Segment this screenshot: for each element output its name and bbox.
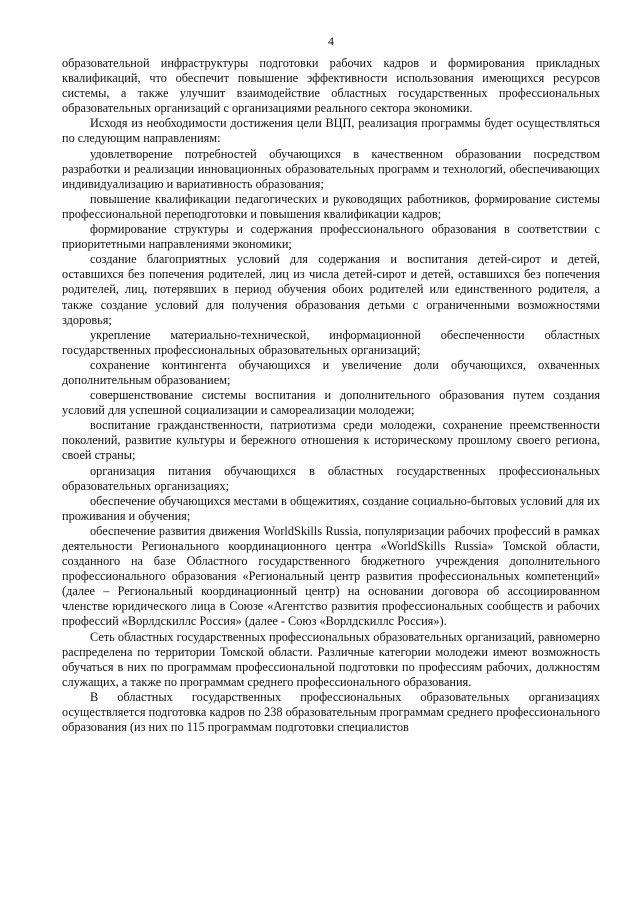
list-item-paragraph: обеспечение развития движения WorldSkills Russia, популяризации рабочих профессий в рамках деятельности Регионального координационного центра «WorldSkills Russia» Томской области, созданного на базе Областного государственного бюджетного учреждения дополнительного профессионального образования «Региональный центр развития профессиональных компетенций» (далее – Региональный координационный центр) на основании договора об ассоциированном членстве юридического лица в Союзе «Агентство развития профессиональных сообществ и рабочих профессий «Ворлдскиллс Россия» (далее - Союз «Ворлдскиллс Россия»). [62, 523, 600, 629]
list-item-paragraph: сохранение контингента обучающихся и увеличение доли обучающихся, охваченных дополнительным образованием; [62, 357, 600, 387]
list-item-paragraph: совершенствование системы воспитания и дополнительного образования путем создания условий для успешной социализации и самореализации молодежи; [62, 388, 600, 418]
page-number: 4 [328, 34, 334, 48]
paragraph: Сеть областных государственных профессиональных образовательных организаций, равномерно распределена по территории Томской области. Различные категории молодежи имеют возможность обучаться в них по программам профессиональной подготовки по профессиям рабочих, должностям служащих, а также по программам среднего профессионального образования. [62, 629, 600, 689]
paragraph-continuation: образовательной инфраструктуры подготовки рабочих кадров и формирования прикладных квалификаций, что обеспечит повышение эффективности использования имеющихся ресурсов системы, а также улучшит взаимодействие областных государственных профессиональных образовательных организаций с организациями реального сектора экономики. [62, 56, 600, 116]
paragraph: Исходя из необходимости достижения цели ВЦП, реализация программы будет осуществляться по следующим направлениям: [62, 116, 600, 146]
list-item-paragraph: обеспечение обучающихся местами в общежитиях, создание социально-бытовых условий для их проживания и обучения; [62, 493, 600, 523]
list-item-paragraph: организация питания обучающихся в областных государственных профессиональных образовательных организациях; [62, 463, 600, 493]
list-item-paragraph: удовлетворение потребностей обучающихся в качественном образовании посредством разработки и реализации инновационных образовательных программ и технологий, обеспечивающих индивидуализацию и вариативность образования; [62, 146, 600, 191]
body-text [62, 56, 600, 735]
paragraph: В областных государственных профессиональных образовательных организациях осуществляется подготовка кадров по 238 образовательным программам среднего профессионального образования (из них по 115 программам подготовки специалистов [62, 689, 600, 735]
list-item-paragraph: укрепление материально-технической, информационной обеспеченности областных государственных профессиональных образовательных организаций; [62, 327, 600, 357]
list-item-paragraph: формирование структуры и содержания профессионального образования в соответствии с приоритетными направлениями экономики; [62, 222, 600, 252]
list-item-paragraph: создание благоприятных условий для содержания и воспитания детей-сирот и детей, оставшихся без попечения родителей, лиц из числа детей-сирот и детей, оставшихся без попечения родителей, лиц, потерявших в период обучения обоих родителей или единственного родителя, а также создание условий для получения образования детьми с ограниченными возможностями здоровья; [62, 252, 600, 327]
list-item-paragraph: повышение квалификации педагогических и руководящих работников, формирование системы профессиональной переподготовки и повышения квалификации кадров; [62, 191, 600, 221]
list-item-paragraph: воспитание гражданственности, патриотизма среди молодежи, сохранение преемственности поколений, развитие культуры и бережного отношения к историческому прошлому своего региона, своей страны; [62, 418, 600, 463]
